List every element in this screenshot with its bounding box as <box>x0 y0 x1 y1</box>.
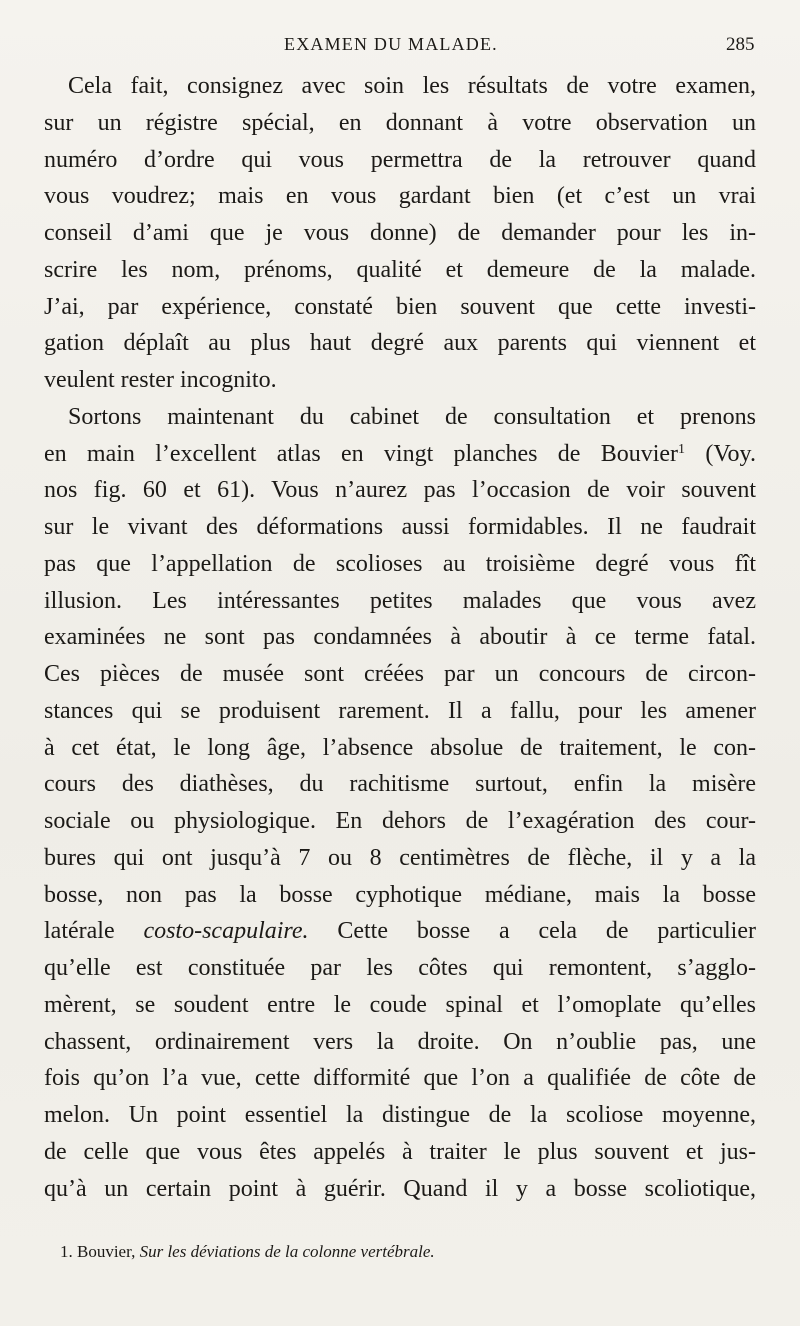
text-line <box>44 913 756 950</box>
text-line: Cela fait, consignez avec soin les résultats de votre examen, <box>68 73 756 99</box>
text-line: vous voudrez; mais en vous gardant bien (et c’est un vrai <box>44 183 756 210</box>
text-line: sur un régistre spécial, en donnant à votre observation un <box>44 109 756 136</box>
text-line: sur le vivant des déformations aussi formidables. Il ne faudrait <box>44 514 756 540</box>
text-line: fois qu’on l’a vue, cette difformité que l’on a qualifiée de côte de <box>44 1065 756 1092</box>
text-line: chassent, ordinairement vers la droite. On n’oublie pas, une <box>44 1028 756 1055</box>
running-head <box>0 34 800 60</box>
text-line: Ces pièces de musée sont créées par un concours de circon- <box>44 661 756 687</box>
running-title: EXAMEN DU MALADE. <box>284 34 498 54</box>
footnote-ref-mark: 1 <box>678 441 686 457</box>
line-tail: (Voy. <box>685 440 756 467</box>
footnote-number: 1. <box>60 1242 73 1261</box>
text-line: bures qui ont jusqu’à 7 ou 8 centimètres de flèche, il y a la <box>44 844 756 871</box>
body-text <box>44 68 756 1207</box>
text-line: nos fig. 60 et 61). Vous n’aurez pas l’occasion de voir souvent <box>44 477 756 504</box>
text-line: qu’elle est constituée par les côtes qui remontent, s’agglo- <box>44 955 756 981</box>
text-line: de celle que vous êtes appelés à traiter le plus souvent et jus- <box>44 1138 756 1165</box>
text-line: numéro d’ordre qui vous permettra de la retrouver quand <box>44 146 756 173</box>
text-line: gation déplaît au plus haut degré aux parents qui viennent et <box>44 330 756 357</box>
page-number: 285 <box>726 34 755 55</box>
text-line: examinées ne sont pas condamnées à aboutir à ce terme fatal. <box>44 624 756 651</box>
text-line: à cet état, le long âge, l’absence absolue de traitement, le con- <box>44 734 756 761</box>
italic-term: costo-scapulaire. <box>143 918 309 945</box>
text-line: conseil d’ami que je vous donne) de demander pour les in- <box>44 220 756 246</box>
text-line: stances qui se produisent rarement. Il a fallu, pour les amener <box>44 697 756 724</box>
text-line: qu’à un certain point à guérir. Quand il y a bosse scoliotique, <box>44 1175 756 1202</box>
text-line: illusion. Les intéressantes petites malades que vous avez <box>44 587 756 614</box>
footnote-title: Sur les déviations de la colonne vertébrale. <box>139 1242 435 1261</box>
text-line <box>44 436 756 473</box>
text-line: J’ai, par expérience, constaté bien souvent que cette investi- <box>44 293 756 320</box>
text-line: cours des diathèses, du rachitisme surtout, enfin la misère <box>44 771 756 798</box>
text-line: mèrent, se soudent entre le coude spinal et l’omoplate qu’elles <box>44 991 756 1018</box>
text-line: melon. Un point essentiel la distingue de la scoliose moyenne, <box>44 1102 756 1128</box>
footnote-author: Bouvier, <box>77 1242 136 1261</box>
text-line: scrire les nom, prénoms, qualité et demeure de la malade. <box>44 256 756 283</box>
line-text: latérale <box>44 918 115 945</box>
line-tail: Cette bosse a cela de particulier <box>308 918 756 945</box>
footnote <box>44 1240 756 1264</box>
line-text: en main l’excellent atlas en vingt planches de Bouvier <box>44 440 679 467</box>
text-line: pas que l’appellation de scolioses au troisième degré vous fît <box>44 550 756 577</box>
text-line: bosse, non pas la bosse cyphotique médiane, mais la bosse <box>44 881 756 908</box>
footnote-area <box>44 1240 756 1264</box>
text-line: sociale ou physiologique. En dehors de l’exagération des cour- <box>44 808 756 834</box>
text-line: Sortons maintenant du cabinet de consultation et prenons <box>68 403 756 430</box>
text-line: veulent rester incognito. <box>44 367 277 393</box>
